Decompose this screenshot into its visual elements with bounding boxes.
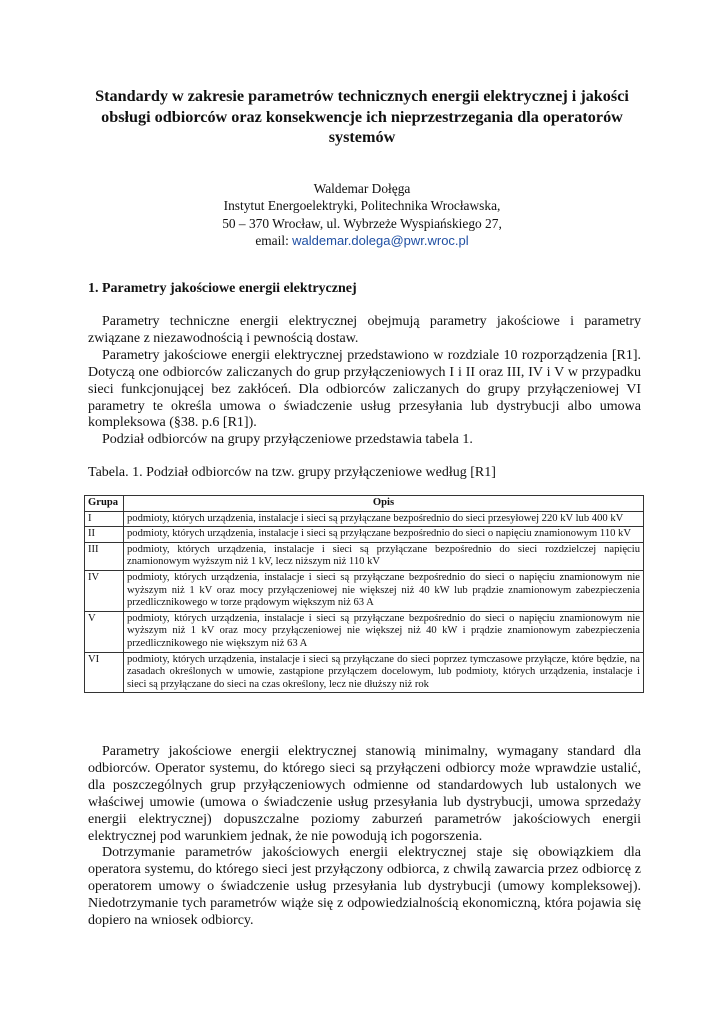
- author-name: Waldemar Dołęga: [313, 181, 411, 196]
- description-cell: podmioty, których urządzenia, instalacje i sieci są przyłączane bezpośrednio do sieci o napięciu znamionowym nie wyższym niż 1 kV oraz mocy przyłączeniowej nie większej niż 40 kW i prądzie znamionowym zabezpieczenia przedlicznikowego nie większym niż 63 A: [124, 611, 644, 652]
- groups-table: [84, 495, 644, 693]
- table-row: [85, 511, 644, 527]
- description-cell: podmioty, których urządzenia, instalacje i sieci są przyłączane bezpośrednio do sieci przesyłowej 220 kV lub 400 kV: [124, 511, 644, 527]
- email-label: email:: [255, 232, 289, 248]
- intro-paragraphs: [88, 314, 641, 449]
- table-row: [85, 570, 644, 611]
- column-header-description: Opis: [124, 496, 644, 512]
- description-cell: podmioty, których urządzenia, instalacje i sieci są przyłączane bezpośrednio do sieci o napięciu znamionowym nie wyższym niż 1 kV oraz mocy przyłączeniowej nie większej niż 40 kW lub prądzie znamionowym zabezpieczenia przedlicznikowego w torze prądowym większym niż 63 A: [124, 570, 644, 611]
- group-cell: I: [85, 511, 124, 527]
- paragraph: Parametry jakościowe energii elektrycznej przedstawiono w rozdziale 10 rozporządzenia [R1]. Dotyczą one odbiorców zaliczanych do grup przyłączeniowych I i II oraz III, IV i V w przypadku sieci funkcjonującej bez zakłóceń. Dla odbiorców zaliczanych do grupy przyłączeniowej VI parametry te określa umowa o świadczenie usług przesyłania lub dystrybucji albo umowa kompleksowa (§38. p.6 [R1]).: [88, 347, 641, 431]
- group-cell: II: [85, 527, 124, 543]
- column-header-group: Grupa: [85, 496, 124, 512]
- group-cell: IV: [85, 570, 124, 611]
- author-block: [80, 180, 644, 249]
- group-cell: V: [85, 611, 124, 652]
- description-cell: podmioty, których urządzenia, instalacje i sieci są przyłączane bezpośrednio do sieci o napięciu znamionowym 110 kV: [124, 527, 644, 543]
- table-row: [85, 611, 644, 652]
- table-row: [85, 527, 644, 543]
- description-cell: podmioty, których urządzenia, instalacje i sieci są przyłączane do sieci poprzez tymczasowe przyłącze, które będzie, na zasadach określonych w umowie, zastąpione przyłączem docelowym, lub podmioty, których urządzenia, instalacje i sieci są przyłączane do sieci na czas określony, lecz nie dłuższy niż rok: [124, 652, 644, 693]
- table-row: [85, 542, 644, 570]
- email-link[interactable]: waldemar.dolega@pwr.wroc.pl: [292, 232, 469, 248]
- table-row: [85, 652, 644, 693]
- paper-title: Standardy w zakresie parametrów technicznych energii elektrycznej i jakości obsługi odbiorców oraz konsekwencje ich nieprzestrzegania dla operatorów systemów: [95, 87, 629, 146]
- section-heading: 1. Parametry jakościowe energii elektrycznej: [88, 281, 357, 296]
- paragraph: Parametry techniczne energii elektrycznej obejmują parametry jakościowe i parametry związane z niezawodnością i pewnością dostaw.: [88, 314, 641, 346]
- author-affiliation: Instytut Energoelektryki, Politechnika Wrocławska,: [223, 198, 501, 214]
- table-caption: Tabela. 1. Podział odbiorców na tzw. grupy przyłączeniowe według [R1]: [88, 465, 496, 480]
- group-cell: III: [85, 542, 124, 570]
- paragraph: Parametry jakościowe energii elektrycznej stanowią minimalny, wymagany standard dla odbiorców. Operator systemu, do którego sieci są przyłączeni odbiorcy może wprawdzie ustalić, dla poszczególnych grup przyłączeniowych odmienne od standardowych lub ustalonych we właściwej umowie (umowa o świadczenie usług przesyłania lub dystrybucji, umowa sprzedaży energii elektrycznej) dopuszczalne poziomy zaburzeń parametrów jakościowych energii elektrycznej pod warunkiem jednak, że nie powodują ich pogorszenia.: [88, 744, 641, 844]
- table-header-row: [85, 496, 644, 512]
- group-cell: VI: [85, 652, 124, 693]
- author-email-line: [80, 232, 644, 249]
- paragraph: Dotrzymanie parametrów jakościowych energii elektrycznej staje się obowiązkiem dla operatora systemu, do którego sieci jest przyłączony odbiorca, z chwilą zawarcia przez odbiorcę z operatorem umowy o świadczenie usług przesyłania lub dystrybucji (umowy kompleksowej). Niedotrzymanie tych parametrów wiąże się z odpowiedzialnością ekonomiczną, która pojawia się dopiero na wniosek odbiorcy.: [88, 845, 641, 929]
- paragraph: Podział odbiorców na grupy przyłączeniowe przedstawia tabela 1.: [102, 432, 473, 448]
- author-address: 50 – 370 Wrocław, ul. Wybrzeże Wyspiańskiego 27,: [222, 215, 502, 231]
- after-table-paragraphs: [88, 744, 641, 930]
- description-cell: podmioty, których urządzenia, instalacje i sieci są przyłączane bezpośrednio do sieci rozdzielczej napięciu znamionowym wyższym niż 1 kV, lecz niższym niż 110 kV: [124, 542, 644, 570]
